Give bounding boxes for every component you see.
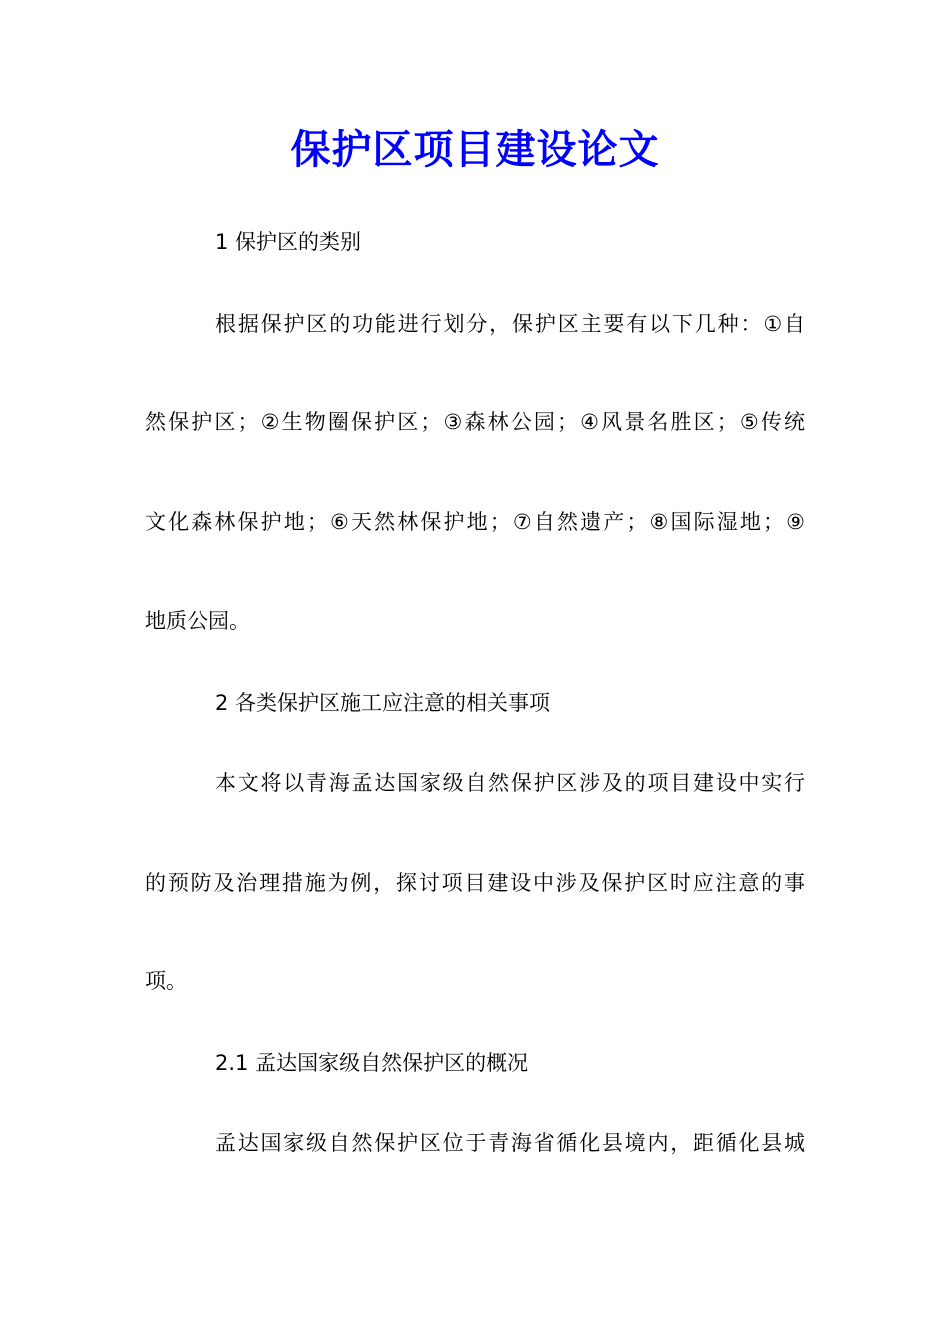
paragraph-line: 的预防及治理措施为例，探讨项目建设中涉及保护区时应注意的事	[145, 871, 805, 895]
paragraph-line: 文化森林保护地；⑥天然林保护地；⑦自然遗产；⑧国际湿地；⑨	[145, 510, 805, 534]
paragraph-line: 项。	[145, 969, 187, 993]
section-heading-1: 1 保护区的类别	[215, 230, 362, 254]
paragraph-line: 孟达国家级自然保护区位于青海省循化县境内，距循化县城	[215, 1131, 805, 1155]
document-title: 保护区项目建设论文	[290, 126, 660, 173]
paragraph-line: 本文将以青海孟达国家级自然保护区涉及的项目建设中实行	[215, 771, 805, 795]
paragraph-line: 地质公园。	[145, 609, 250, 633]
section-heading-2: 2 各类保护区施工应注意的相关事项	[215, 691, 551, 715]
section-heading-2-1: 2.1 孟达国家级自然保护区的概况	[215, 1051, 529, 1075]
paragraph-line: 根据保护区的功能进行划分，保护区主要有以下几种：①自	[215, 312, 805, 336]
paragraph-line: 然保护区；②生物圈保护区；③森林公园；④风景名胜区；⑤传统	[145, 410, 805, 434]
